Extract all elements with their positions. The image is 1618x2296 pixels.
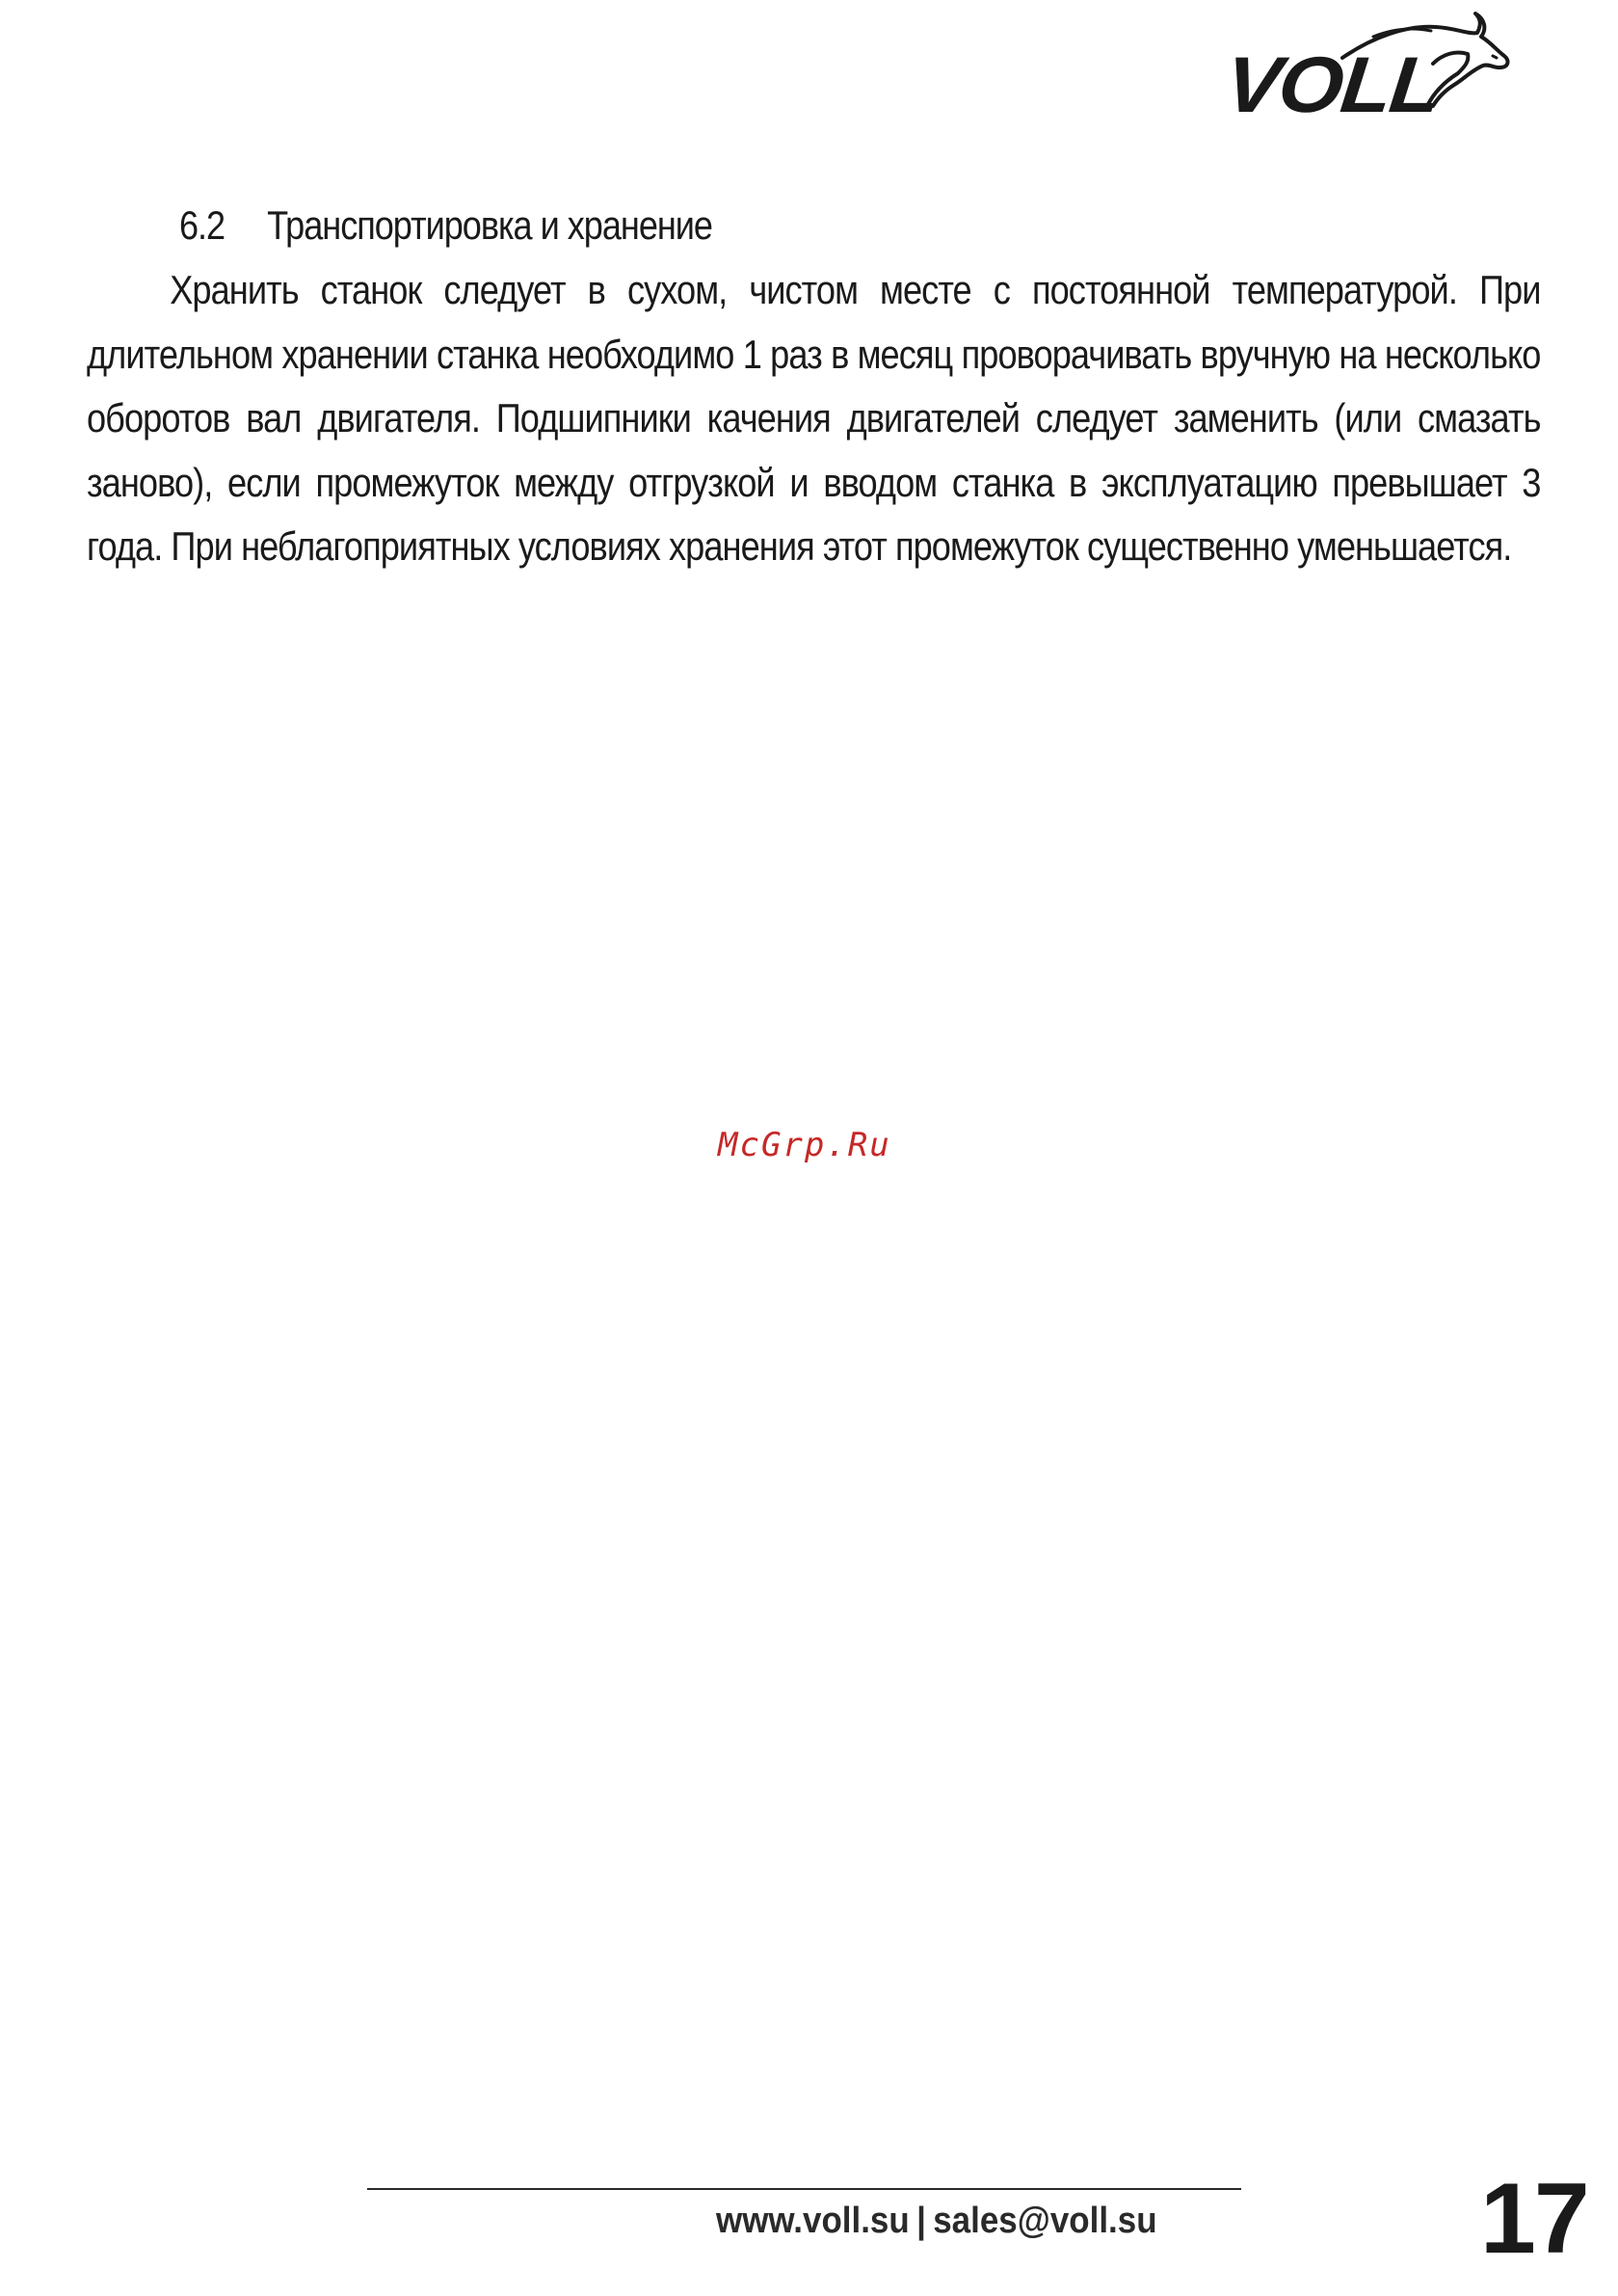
section-number: 6.2 <box>179 202 225 248</box>
main-content <box>87 193 1552 579</box>
footer-separator: | <box>916 2201 926 2241</box>
voll-logo <box>1220 8 1518 129</box>
body-paragraph: Хранить станок следует в сухом, чистом месте с постоянной температурой. При длительном хранении станка необходимо 1 раз в месяц проворачивать вручную на несколько оборотов вал двигателя. Подшипники качения двигателей следует заменить (или смазать заново), если промежуток между отгрузкой и вводом станка в эксплуатацию превышает 3 года. При неблагоприятных условиях хранения этот промежуток существенно уменьшается. <box>87 267 1541 569</box>
logo-wordmark: VOLL <box>1220 41 1445 129</box>
footer-contacts <box>716 2201 1157 2242</box>
section-heading <box>179 193 1360 258</box>
footer-email-link[interactable]: sales@voll.su <box>933 2201 1157 2241</box>
footer-website-link[interactable]: www.voll.su <box>716 2201 910 2241</box>
page-number: 17 <box>1480 2163 1588 2275</box>
watermark: McGrp.Ru <box>718 1126 891 1164</box>
section-title: Транспортировка и хранение <box>267 202 712 248</box>
footer-divider <box>367 2188 1241 2190</box>
